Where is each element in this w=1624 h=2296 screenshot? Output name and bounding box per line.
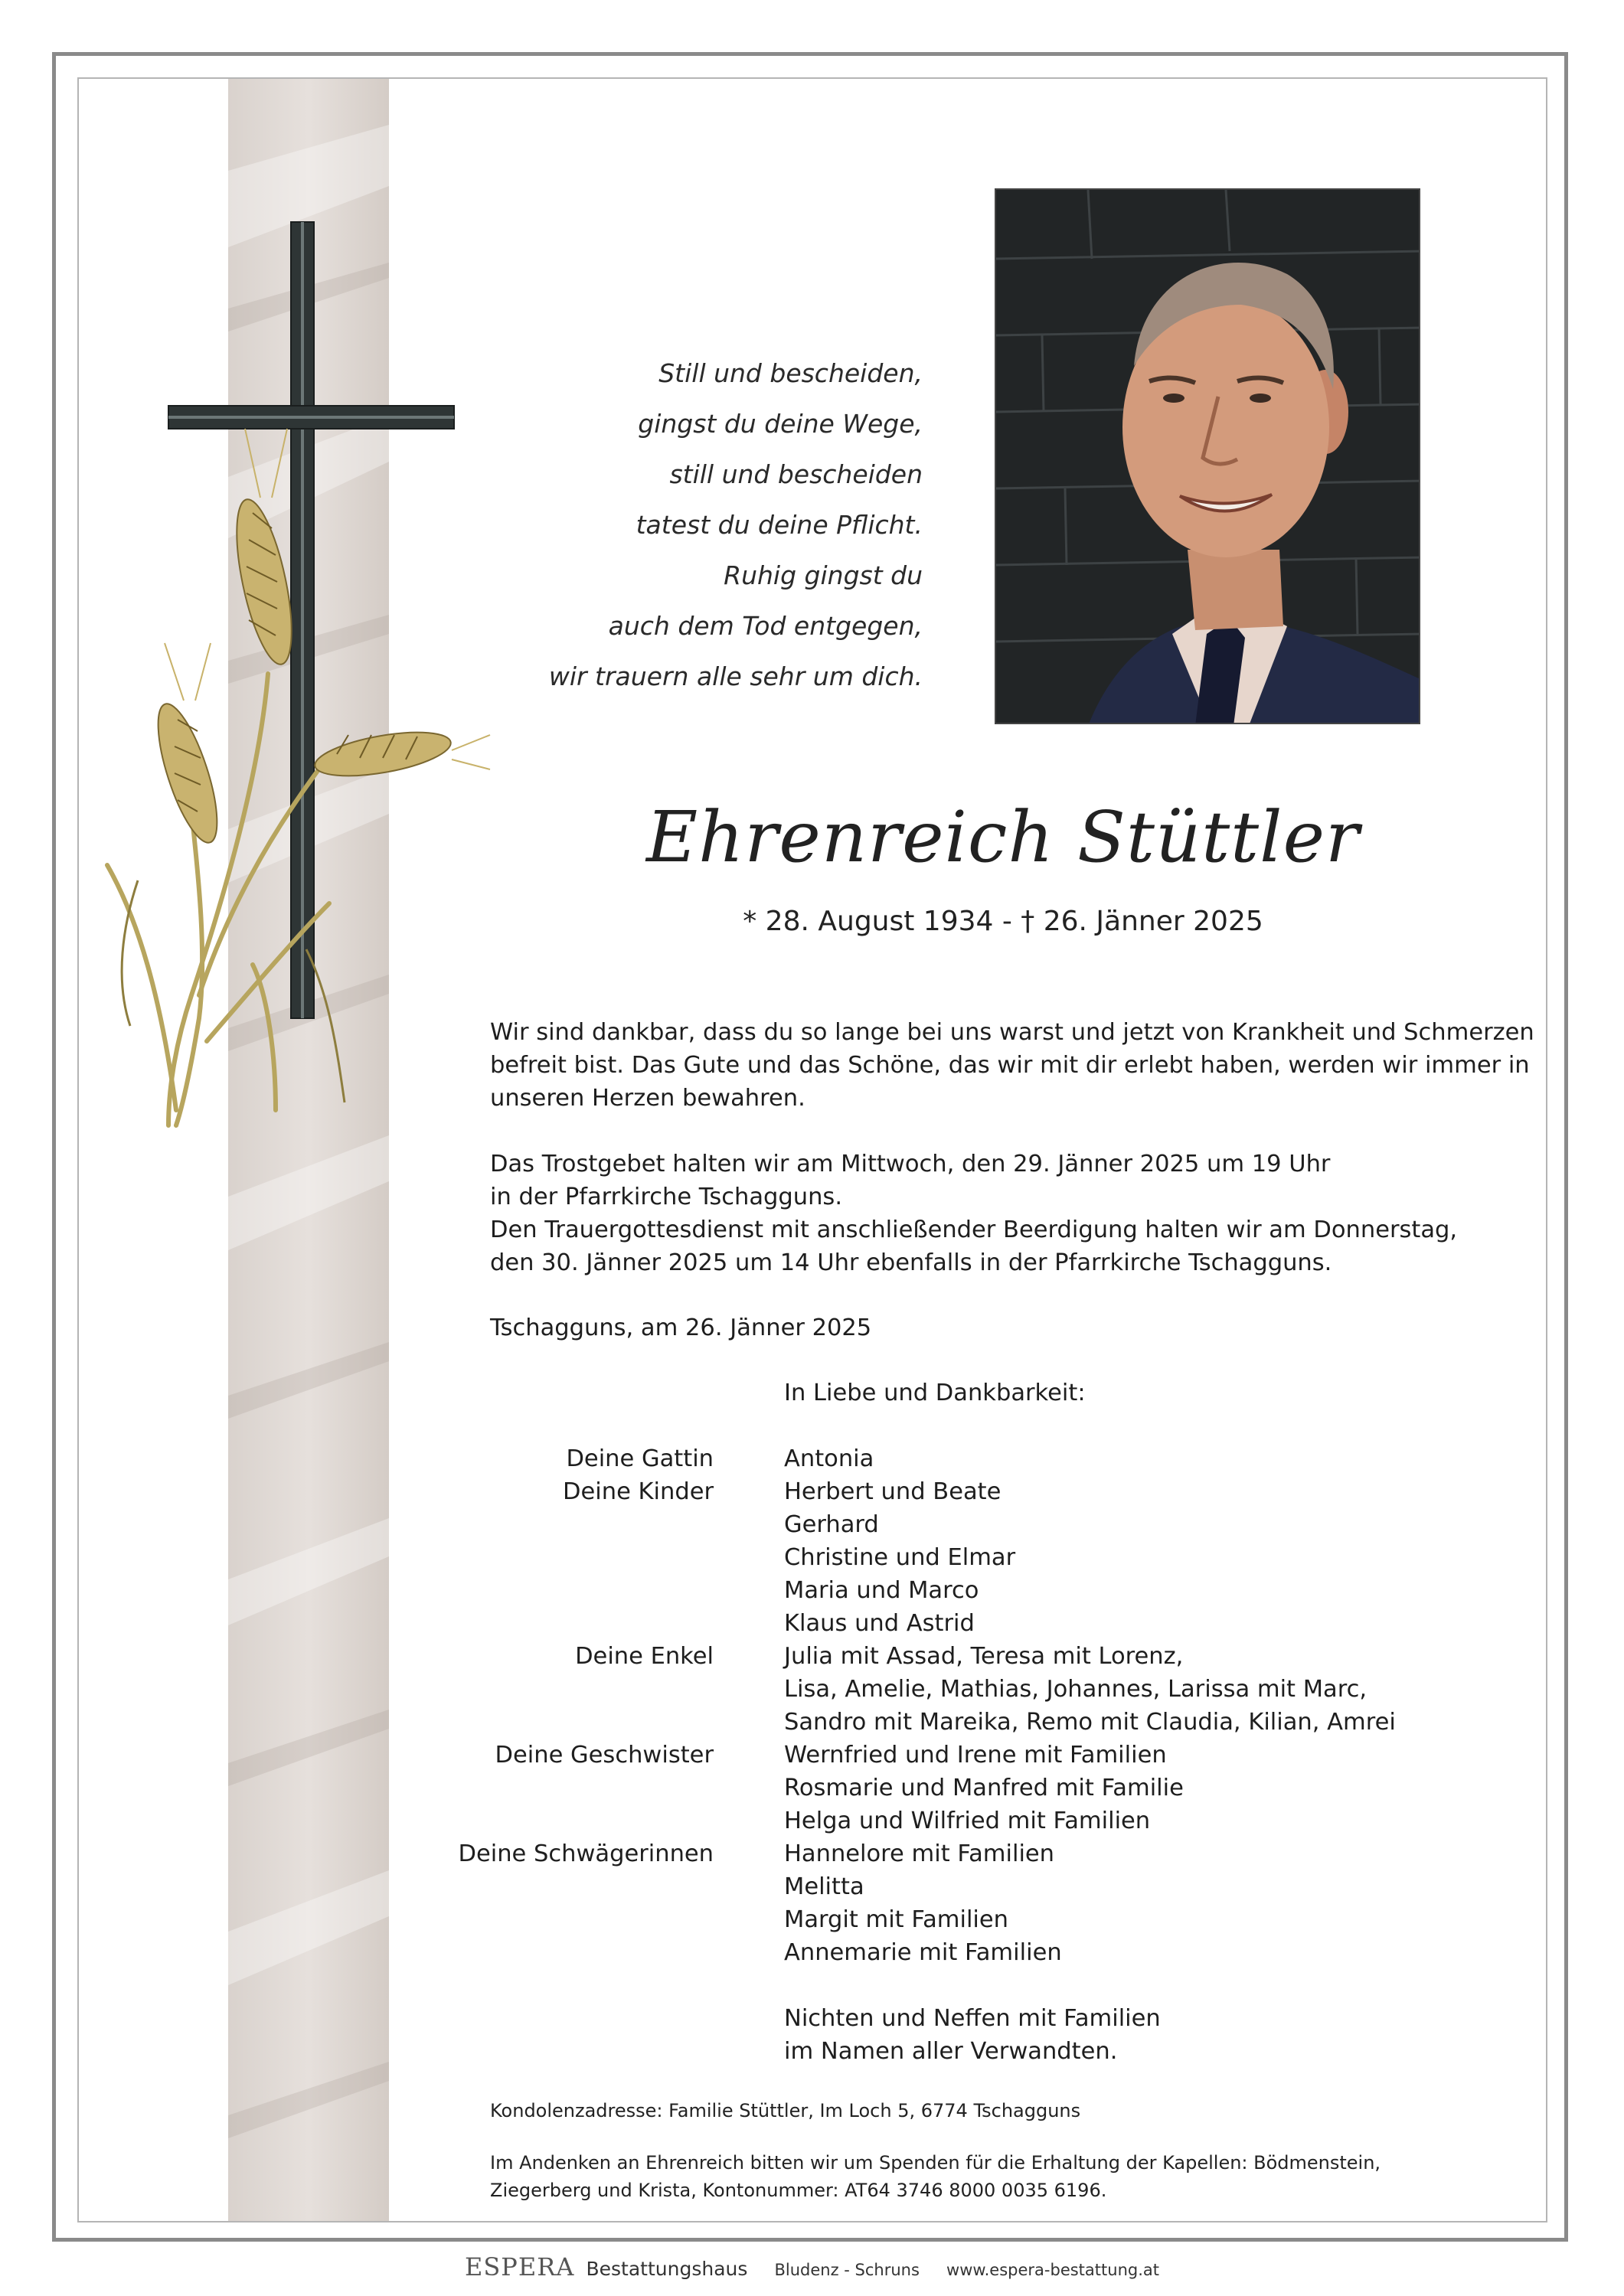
mourner-row: [458, 1837, 1485, 1870]
place-date-line: Tschagguns, am 26. Jänner 2025: [490, 1315, 872, 1341]
paragraph-line: Wir sind dankbar, dass du so lange bei uns warst und jetzt von Krankheit und Schmerzen: [490, 1019, 1534, 1046]
mourner-name: Hannelore mit Familien: [784, 1840, 1055, 1867]
poem-line: tatest du deine Pflicht.: [636, 510, 923, 540]
life-dates: * 28. August 1934 - † 26. Jänner 2025: [743, 906, 1263, 937]
mourner-name: Helga und Wilfried mit Familien: [784, 1808, 1151, 1834]
poem-line: Still und bescheiden,: [658, 358, 923, 388]
paragraph-line: in der Pfarrkirche Tschagguns.: [490, 1184, 843, 1210]
deceased-name: Ehrenreich Stüttler: [646, 796, 1360, 878]
mourner-row: [490, 1903, 1485, 1936]
relation-label: Deine Geschwister: [495, 1742, 714, 1769]
gratitude-paragraph: [490, 1016, 1534, 1115]
condolence-address: [490, 2097, 1516, 2125]
donation-line: Im Andenken an Ehrenreich bitten wir um Spenden für die Erhaltung der Kapellen: Bödmenstein,: [490, 2152, 1381, 2174]
mourner-row: [490, 1739, 1485, 1772]
mourner-name: Melitta: [784, 1873, 864, 1900]
poem: [475, 348, 923, 702]
mourner-row: [490, 1475, 1485, 1508]
donation-note: [490, 2149, 1516, 2204]
relation-label: Deine Gattin: [566, 1445, 714, 1472]
paragraph-line: den 30. Jänner 2025 um 14 Uhr ebenfalls in der Pfarrkirche Tschagguns.: [490, 1249, 1332, 1276]
closing-line: im Namen aller Verwandten.: [784, 2038, 1118, 2065]
service-paragraph: [490, 1148, 1516, 1279]
mourner-name: Sandro mit Mareika, Remo mit Claudia, Kilian, Amrei: [784, 1709, 1396, 1736]
paragraph-line: Den Trauergottesdienst mit anschließender Beerdigung halten wir am Donnerstag,: [490, 1217, 1458, 1243]
mourners-intro: In Liebe und Dankbarkeit:: [784, 1380, 1086, 1406]
poem-line: still und bescheiden: [669, 459, 923, 489]
portrait-illustration: [996, 190, 1420, 724]
spacer-row: [490, 1409, 1485, 1442]
paragraph-line: befreit bist. Das Gute und das Schöne, das wir mit dir erlebt haben, werden wir immer in: [490, 1052, 1530, 1079]
mourners-list: [458, 1377, 1485, 2068]
website-link[interactable]: www.espera-bestattung.at: [946, 2261, 1159, 2279]
mourner-name: Gerhard: [784, 1511, 879, 1538]
mourner-name: Rosmarie und Manfred mit Familie: [784, 1775, 1184, 1801]
poem-line: gingst du deine Wege,: [638, 409, 923, 439]
portrait-photo: [995, 188, 1420, 724]
mourner-row: [490, 1574, 1485, 1607]
cross-with-wheat-icon: [0, 0, 536, 1225]
mourner-name: Maria und Marco: [784, 1577, 979, 1604]
place-date: [490, 1311, 1516, 1344]
mourners-intro-row: [490, 1377, 1485, 1409]
condolence-line: Kondolenzadresse: Familie Stüttler, Im Loch 5, 6774 Tschagguns: [490, 2100, 1081, 2121]
relation-label: Deine Enkel: [575, 1643, 714, 1670]
mourner-row: [490, 1508, 1485, 1541]
closing-row: [490, 2002, 1485, 2035]
locations: Bludenz - Schruns: [774, 2261, 920, 2279]
mourner-name: Julia mit Assad, Teresa mit Lorenz,: [784, 1643, 1184, 1670]
poem-line: wir trauern alle sehr um dich.: [548, 661, 923, 691]
mourner-name: Lisa, Amelie, Mathias, Johannes, Larissa mit Marc,: [784, 1676, 1367, 1703]
mourner-row: [490, 1706, 1485, 1739]
relation-label: Deine Schwägerinnen: [458, 1840, 714, 1867]
mourner-name: Margit mit Familien: [784, 1906, 1008, 1933]
brand-logo: ESPERA: [465, 2252, 575, 2281]
closing-line: Nichten und Neffen mit Familien: [784, 2005, 1161, 2032]
mourner-name: Herbert und Beate: [784, 1478, 1002, 1505]
paragraph-line: unseren Herzen bewahren.: [490, 1085, 805, 1112]
mourner-row: [490, 1607, 1485, 1640]
footer: [0, 2252, 1624, 2281]
mourner-row: [490, 1640, 1485, 1673]
brand-subtitle: Bestattungshaus: [586, 2258, 748, 2280]
poem-line: auch dem Tod entgegen,: [608, 611, 923, 641]
donation-line: Ziegerberg und Krista, Kontonummer: AT64 3746 8000 0035 6196.: [490, 2180, 1107, 2201]
mourner-name: Antonia: [784, 1445, 874, 1472]
spacer-row: [490, 1969, 1485, 2002]
mourner-row: [490, 1870, 1485, 1903]
mourner-row: [490, 1673, 1485, 1706]
mourner-name: Wernfried und Irene mit Familien: [784, 1742, 1167, 1769]
poem-line: Ruhig gingst du: [724, 560, 923, 590]
paragraph-line: Das Trostgebet halten wir am Mittwoch, den 29. Jänner 2025 um 19 Uhr: [490, 1151, 1331, 1177]
mourner-name: Klaus und Astrid: [784, 1610, 975, 1637]
mourner-name: Christine und Elmar: [784, 1544, 1016, 1571]
mourner-row: [490, 1442, 1485, 1475]
mourner-name: Annemarie mit Familien: [784, 1939, 1062, 1966]
mourner-row: [490, 1936, 1485, 1969]
mourner-row: [490, 1772, 1485, 1804]
closing-row: [490, 2035, 1485, 2068]
mourner-row: [490, 1804, 1485, 1837]
relation-label: Deine Kinder: [563, 1478, 714, 1505]
mourner-row: [490, 1541, 1485, 1574]
